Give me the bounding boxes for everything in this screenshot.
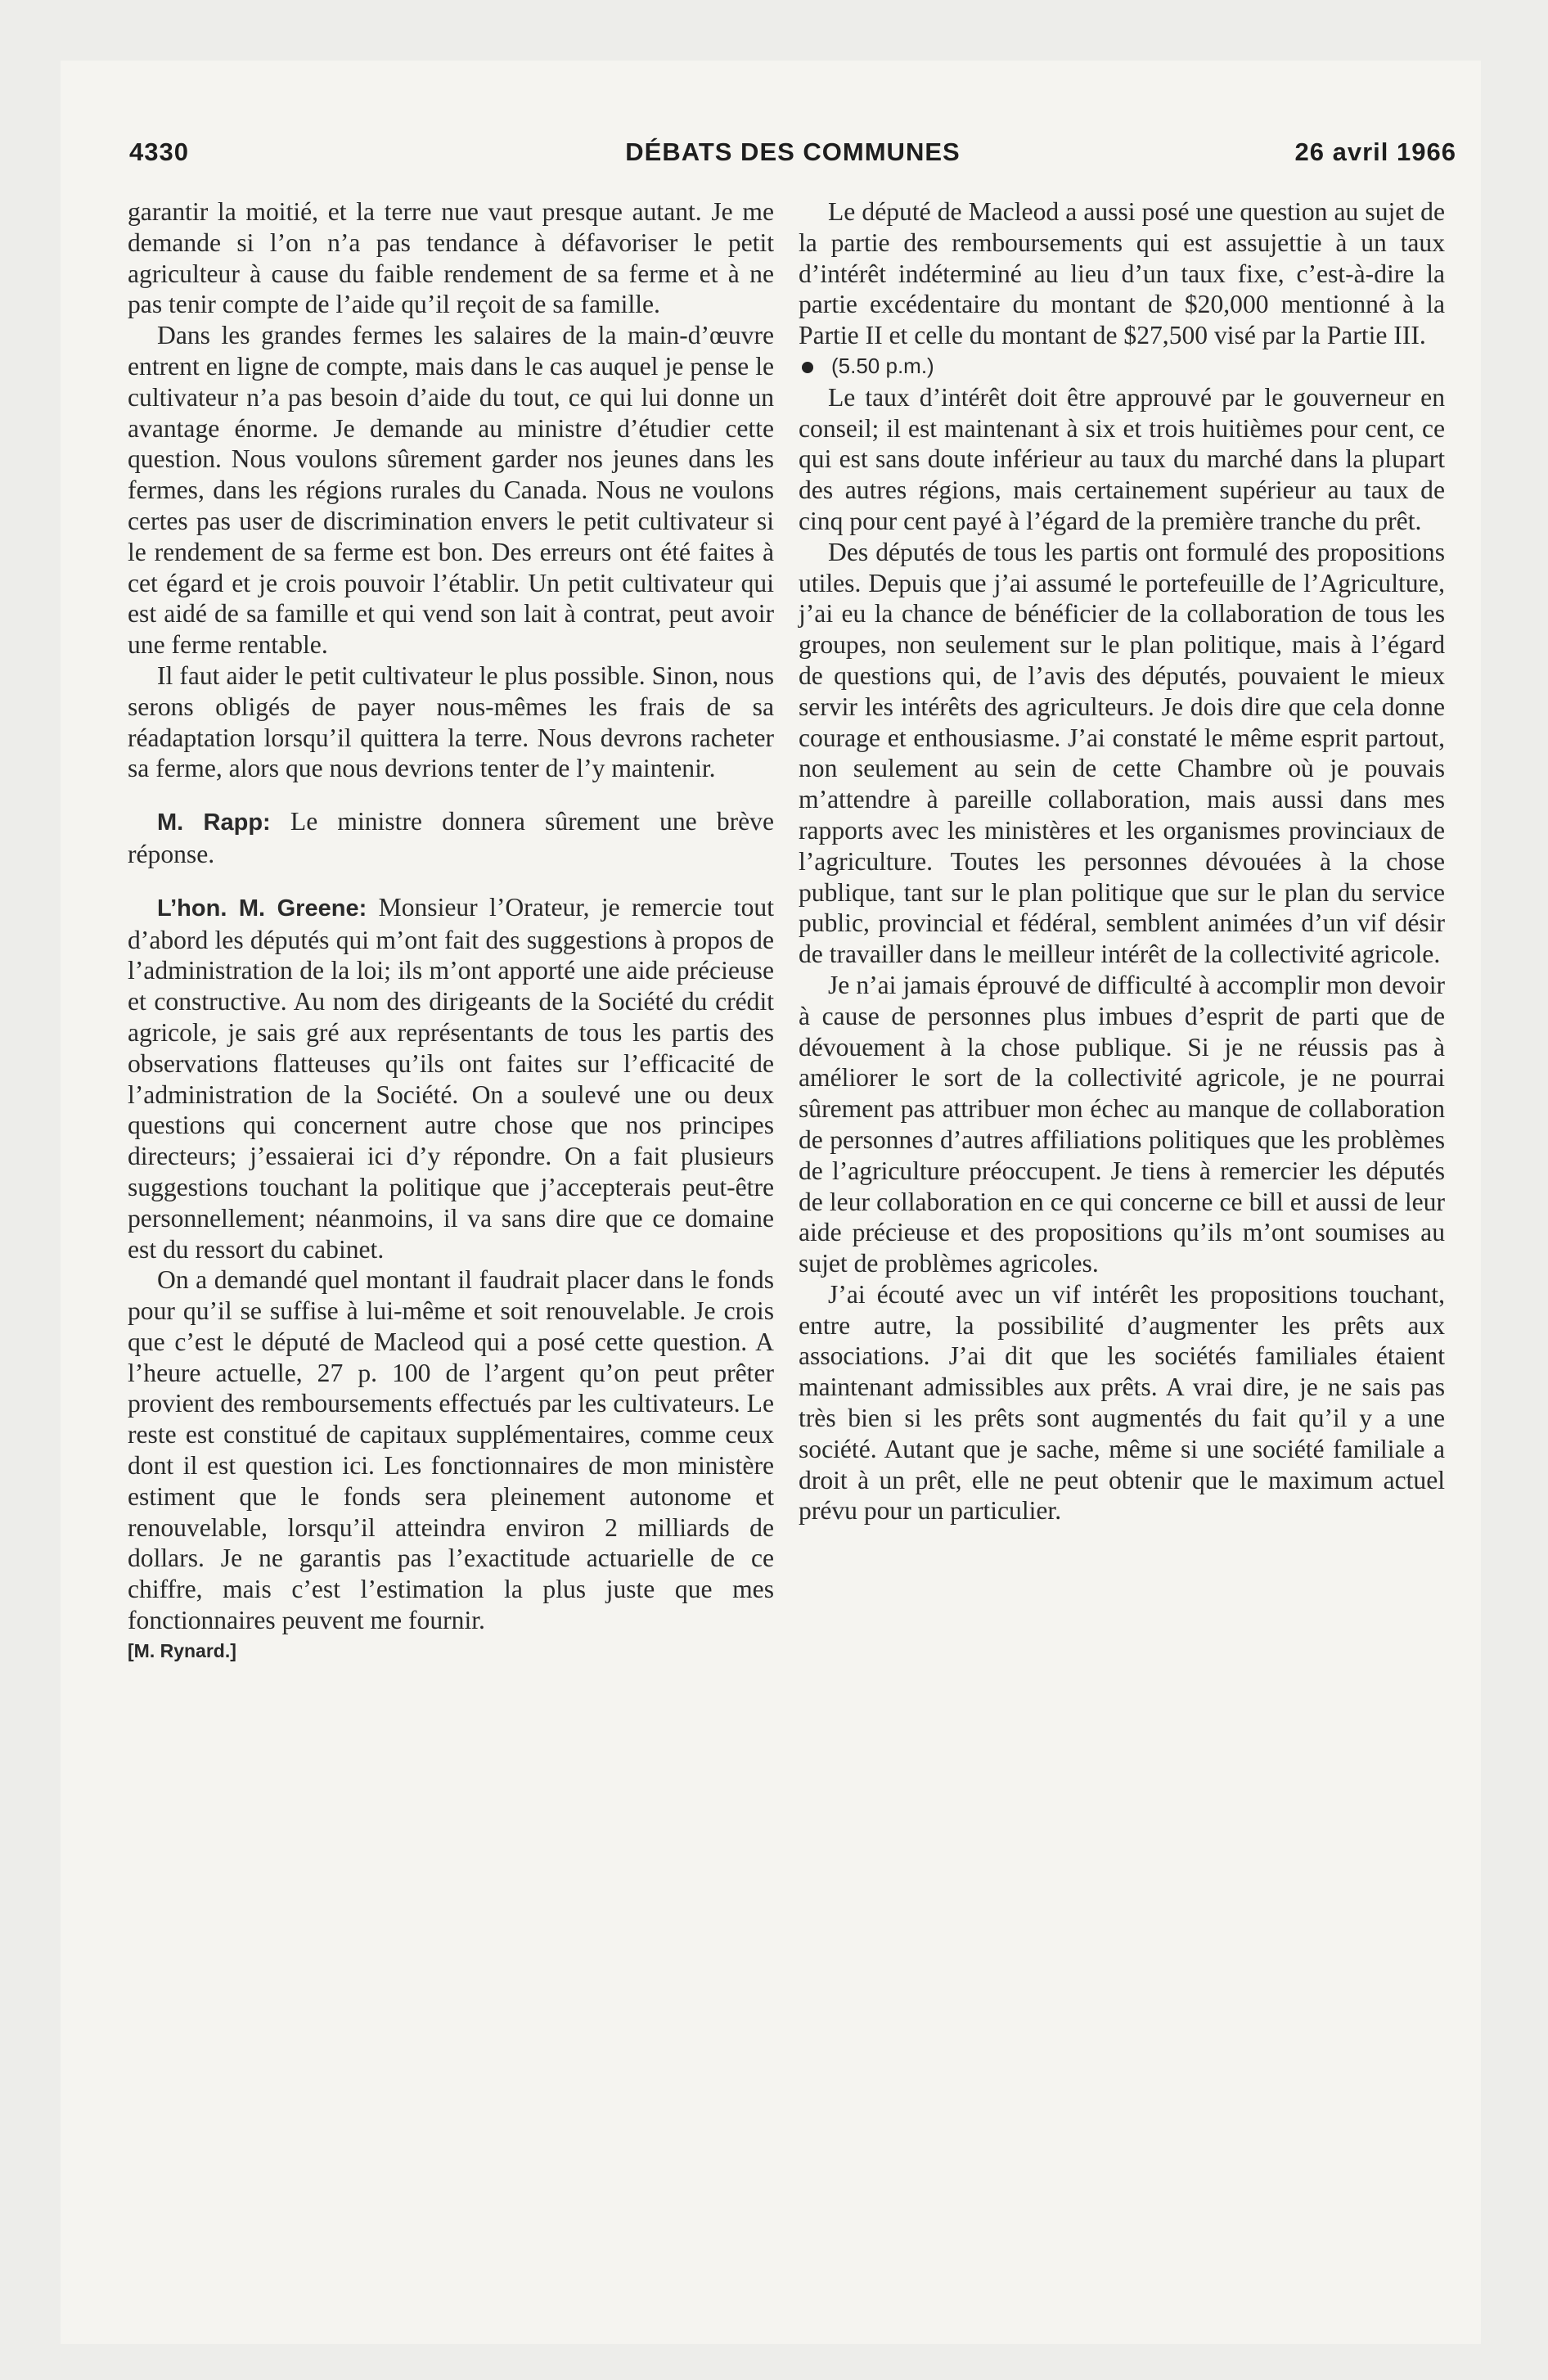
left-column: [128, 196, 774, 1667]
paragraph: garantir la moitié, et la terre nue vaut presque autant. Je me demande si l’on n’a pas tendance à défavoriser le petit agriculteur à cause du faible rendement de sa ferme et à ne pas tenir compte de l’aide qu’il reçoit de sa famille.: [128, 197, 774, 319]
page-number: 4330: [129, 137, 189, 166]
page-date: 26 avril 1966: [1294, 137, 1456, 166]
page-footer: [M. Rynard.]: [128, 1639, 236, 1661]
paragraph: Des députés de tous les partis ont formulé des propositions utiles. Depuis que j’ai assumé le portefeuille de l’Agriculture, j’ai eu la chance de bénéficier de la collaboration de tous les groupes, non seulement sur le plan politique, mais à l’égard de questions qui, de l’avis des députés, pouvaient le mieux servir les intérêts des agriculteurs. Je dois dire que cela donne courage et enthousiasme. J’ai constaté le même esprit partout, non seulement au sein de cette Chambre où je pouvais m’attendre à pareille collaboration, mais aussi dans mes rapports avec les ministères et les organismes provinciaux de l’agriculture. Toutes les personnes dévouées à la chose publique, tant sur le plan politique que sur le plan du service public, provincial et fédéral, semblent animées d’un vif désir de travailler dans le meilleur intérêt de la collectivité agricole.: [799, 537, 1445, 969]
speech-greene: [128, 892, 774, 1265]
speech-text: Monsieur l’Orateur, je remercie tout d’abord les députés qui m’ont fait des suggestions à propos de l’administration de la loi; ils m’ont apporté une aide précieuse et constructive. Au nom des dirigeants de la Société du crédit agricole, je sais gré aux représentants de tous les partis des observations flatteuses qu’ils ont faites sur l’efficacité de l’administration de la Société. On a soulevé une ou deux questions qui concernent autre chose que nos principes directeurs; j’essaierai ici d’y répondre. On a fait plusieurs suggestions touchant la politique que j’accepterais peut-être personnellement; néanmoins, il va sans dire que ce domaine est du ressort du cabinet.: [128, 892, 774, 1264]
paragraph: Le député de Macleod a aussi posé une question au sujet de la partie des remboursements qui est assujettie à un taux d’intérêt indéterminé au lieu d’un taux fixe, c’est-à-dire la partie excédentaire du montant de $20,000 mentionné à la Partie II et celle du montant de $27,500 visé par la Partie III.: [799, 197, 1445, 350]
bullet-icon: [802, 362, 813, 373]
speaker-name: M. Rapp:: [157, 809, 271, 836]
page-header: [129, 137, 1456, 170]
paragraph: Je n’ai jamais éprouvé de difficulté à accomplir mon devoir à cause de personnes plus imbues d’esprit de parti que de dévouement à la chose publique. Si je ne réussis pas à améliorer le sort de la collectivité agricole, je ne pourrai sûrement pas attribuer mon échec au manque de collaboration de personnes d’autres affiliations politiques que les problèmes de l’agriculture préoccupent. Je tiens à remercier les députés de leur collaboration en ce qui concerne ce bill et aussi de leur aide précieuse et des propositions qu’ils m’ont soumises au sujet de problèmes agricoles.: [799, 970, 1445, 1278]
paragraph: Dans les grandes fermes les salaires de la main-d’œuvre entrent en ligne de compte, mais dans le cas auquel je pense le cultivateur n’a pas besoin d’aide du tout, ce qui lui donne un avantage énorme. Je demande au ministre d’étudier cette question. Nous voulons sûrement garder nos jeunes dans les fermes, dans les régions rurales du Canada. Nous ne voulons certes pas user de discrimination envers le petit cultivateur si le rendement de sa ferme est bon. Des erreurs ont été faites à cet égard et je crois pouvoir l’établir. Un petit cultivateur qui est aidé de sa famille et qui vend son lait à contrat, peut avoir une ferme rentable.: [128, 321, 774, 660]
paragraph: On a demandé quel montant il faudrait placer dans le fonds pour qu’il se suffise à lui-même et soit renouvelable. Je crois que c’est le député de Macleod qui a posé cette question. A l’heure actuelle, 27 p. 100 de l’argent qu’on peut prêter provient des remboursements effectués par les cultivateurs. Le reste est constitué de capitaux supplémentaires, comme ceux dont il est question ici. Les fonctionnaires de mon ministère estiment que le fonds sera pleinement autonome et renouvelable, lorsqu’il atteindra environ 2 milliards de dollars. Je ne garantis pas l’exactitude actuarielle de ce chiffre, mais c’est l’estimation la plus juste que mes fonctionnaires peuvent me fournir.: [128, 1265, 774, 1635]
speaker-name: L’hon. M. Greene:: [157, 895, 367, 922]
time-marker: [799, 351, 1445, 382]
paragraph: J’ai écouté avec un vif intérêt les propositions touchant, entre autre, la possibilité d’augmenter les prêts aux associations. J’ai dit que les sociétés familiales étaient maintenant admissibles aux prêts. A vrai dire, je ne sais pas très bien si les prêts sont augmentés du fait qu’il y a une société. Autant que je sache, même si une société familiale a droit à un prêt, elle ne peut obtenir que le maximum actuel prévu pour un particulier.: [799, 1279, 1445, 1526]
time-text: (5.50 p.m.): [831, 353, 934, 378]
speech-text: Le ministre donnera sûrement une brève réponse.: [128, 807, 774, 868]
paragraph: Il faut aider le petit cultivateur le plus possible. Sinon, nous serons obligés de payer nous-mêmes les frais de sa réadaptation lorsqu’il quittera la terre. Nous devrons racheter sa ferme, alors que nous devrions tenter de l’y maintenir.: [128, 660, 774, 783]
speech-rapp: [128, 806, 774, 870]
page-title: DÉBATS DES COMMUNES: [625, 137, 961, 166]
right-column: [799, 196, 1445, 1526]
paragraph: Le taux d’intérêt doit être approuvé par le gouverneur en conseil; il est maintenant à six et trois huitièmes pour cent, ce qui est sans doute inférieur au taux du marché dans la plupart des autres régions, mais certainement supérieur au taux de cinq pour cent payé à l’égard de la première tranche du prêt.: [799, 382, 1445, 535]
